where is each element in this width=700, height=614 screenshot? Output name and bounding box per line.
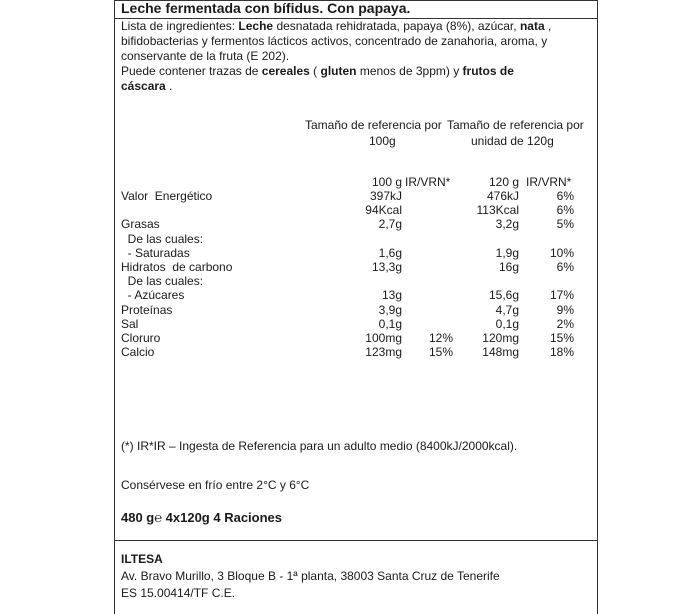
text-run: nata [519,19,545,33]
row-value-100g: 3,9g [378,303,402,317]
nutrition-label [114,0,598,614]
row-ir-120g: 6% [556,260,574,274]
company-name: ILTESA [121,552,163,566]
text-run: gluten [320,64,357,78]
company-registry: ES 15.00414/TF C.E. [121,586,236,600]
subheader-100g: 100 g [371,175,402,189]
row-value-100g: 1,6g [378,246,402,260]
ingredients-line-3: conservante de la fruta (E 202). [121,49,290,63]
text-run: Lista de ingredientes: [121,19,239,33]
row-value-100g: 123mg [365,345,402,359]
subheader-ir-100g: IR/VRN* [405,175,451,189]
row-value-100g: 100mg [365,331,402,345]
row-value-120g: 4,7g [495,303,519,317]
header-100g-line-2: 100g [369,134,396,148]
text-run: Leche [238,19,274,33]
row-value-100g: 94Kcal [365,203,402,217]
row-label: Calcio [121,345,155,359]
row-value-100g: 0,1g [378,317,402,331]
row-label: - Saturadas [121,246,190,260]
row-label: Grasas [121,217,160,231]
row-ir-120g: 9% [556,303,574,317]
row-ir-120g: 6% [556,203,574,217]
header-120g-line-2: unidad de 120g [471,134,554,148]
row-label: Hidratos de carbono [121,260,233,274]
text-run: ( [309,64,321,78]
row-ir-100g: 12% [428,331,453,345]
row-label: De las cuales: [121,274,204,288]
row-value-120g: 1,9g [495,246,519,260]
text-run: , [544,19,552,33]
text-run: menos de 3ppm) y [356,64,463,78]
row-label: Sal [121,317,139,331]
text-run: Puede contener trazas de [121,64,262,78]
row-label: Cloruro [121,331,161,345]
row-value-120g: 15,6g [488,288,519,302]
row-value-120g: 16g [498,260,519,274]
row-ir-120g: 5% [556,217,574,231]
row-label: Proteínas [121,303,173,317]
row-value-120g: 476kJ [486,189,519,203]
row-ir-120g: 6% [556,189,574,203]
footnote: (*) IR*IR – Ingesta de Referencia para un adulto medio (8400kJ/2000kcal). [121,439,518,453]
row-ir-120g: 18% [549,345,574,359]
ingredients-line-1 [121,19,551,33]
text-run: . [165,79,173,93]
row-value-120g: 3,2g [495,217,519,231]
text-run: frutos de [462,64,514,78]
row-ir-100g: 15% [428,345,453,359]
row-value-100g: 2,7g [378,217,402,231]
company-address: Av. Bravo Murillo, 3 Bloque B - 1ª planta, 38003 Santa Cruz de Tenerife [121,569,500,583]
row-label: De las cuales: [121,232,204,246]
text-run: cereales [261,64,310,78]
row-value-100g: 13,3g [371,260,402,274]
text-run: desnatada rehidratada, papaya (8%), azúcar, [273,19,520,33]
allergens-line-2 [121,79,172,93]
row-ir-120g: 15% [549,331,574,345]
row-value-100g: 13g [381,288,402,302]
header-100g-line-1: Tamaño de referencia por [305,118,442,132]
row-value-120g: 148mg [482,345,519,359]
row-label: - Azúcares [121,288,185,302]
ingredients-line-2: bifidobacterias y fermentos lácticos activos, concentrado de zanahoria, aroma, y [121,34,548,48]
row-value-100g: 397kJ [369,189,402,203]
row-ir-120g: 2% [556,317,574,331]
row-value-120g: 0,1g [495,317,519,331]
net-weight: 480 g℮ 4x120g 4 Raciones [121,510,283,525]
storage-instructions: Consérvese en frío entre 2°C y 6°C [121,478,310,492]
row-ir-120g: 10% [549,246,574,260]
subheader-120g: 120 g [488,175,519,189]
header-120g-line-1: Tamaño de referencia por [447,118,584,132]
row-label: Valor Energético [121,189,213,203]
row-value-120g: 120mg [482,331,519,345]
text-run: cáscara [121,79,166,93]
company-divider [115,540,597,541]
product-title: Leche fermentada con bífidus. Con papaya. [121,0,411,16]
row-ir-120g: 17% [549,288,574,302]
allergens-line-1 [121,64,514,78]
row-value-120g: 113Kcal [476,203,519,217]
subheader-ir-120g: IR/VRN* [526,175,572,189]
